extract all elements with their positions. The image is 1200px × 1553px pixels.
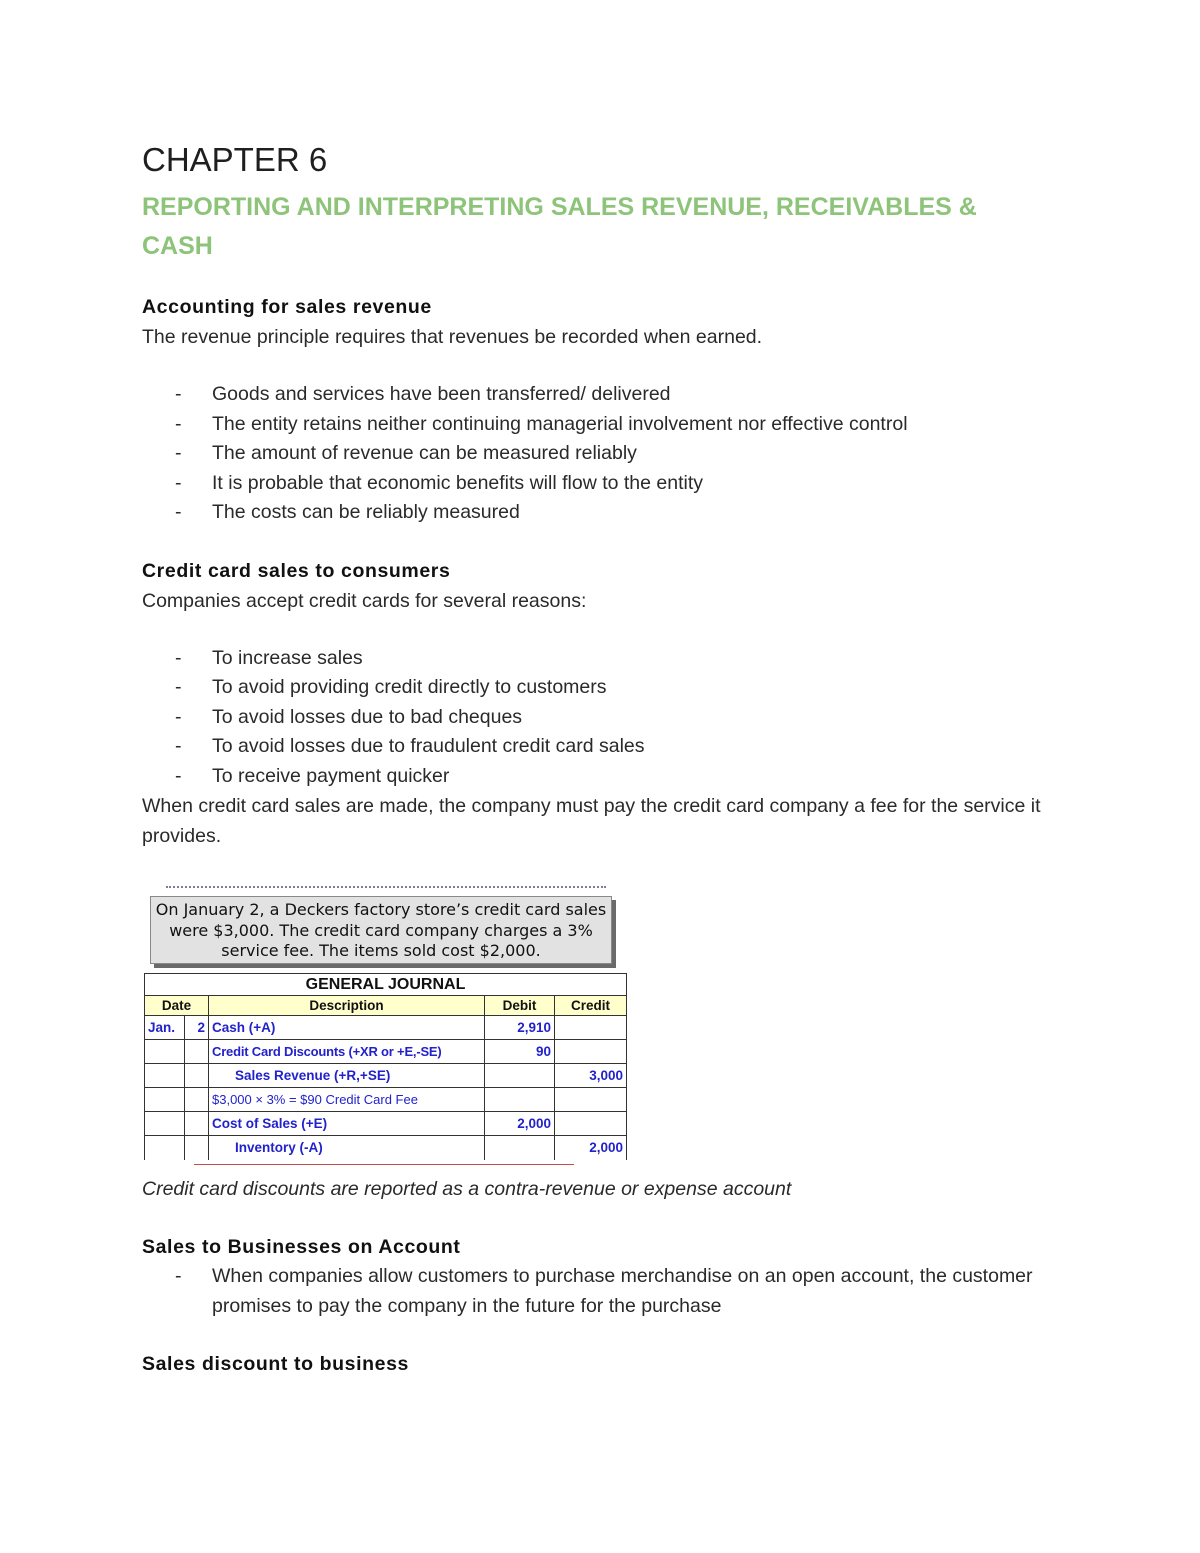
sales-revenue-intro: The revenue principle requires that revenues be recorded when earned. <box>142 326 763 348</box>
debit-cell: 90 <box>485 1040 555 1064</box>
chapter-title: CHAPTER 6 <box>142 141 328 178</box>
date-day <box>185 1136 209 1160</box>
date-month <box>145 1112 185 1136</box>
list-item: - Goods and services have been transferred/ delivered <box>175 383 671 405</box>
journal-figure <box>144 880 628 1168</box>
credit-cell <box>555 1088 627 1112</box>
date-month <box>145 1040 185 1064</box>
date-month <box>145 1136 185 1160</box>
list-item: - To receive payment quicker <box>175 764 450 787</box>
column-header-date: Date <box>145 996 209 1016</box>
list-item: - To avoid losses due to bad cheques <box>175 705 523 728</box>
date-month <box>145 1088 185 1112</box>
chapter-subtitle: REPORTING AND INTERPRETING SALES REVENUE, RECEIVABLES & CASH <box>142 193 977 260</box>
description-cell: Cost of Sales (+E) <box>209 1112 485 1136</box>
date-month <box>145 1064 185 1088</box>
credit-cell: 2,000 <box>555 1136 627 1160</box>
dotted-rule <box>166 886 606 888</box>
section-heading-businesses: Sales to Businesses on Account <box>142 1236 461 1258</box>
credit-cell <box>555 1112 627 1136</box>
description-cell: Credit Card Discounts (+XR or +E,-SE) <box>209 1040 485 1064</box>
list-item: - The entity retains neither continuing managerial involvement nor effective control <box>175 412 908 435</box>
date-day <box>185 1040 209 1064</box>
table-row <box>145 1016 627 1040</box>
list-item: - When companies allow customers to purchase merchandise on an open account, the customer promises to pay the company in the future for the purchase <box>175 1265 1033 1317</box>
description-cell: Sales Revenue (+R,+SE) <box>209 1064 485 1088</box>
table-row <box>145 1064 627 1088</box>
debit-cell <box>485 1088 555 1112</box>
revenue-criteria-list <box>142 380 1062 528</box>
list-item: - The costs can be reliably measured <box>175 501 520 523</box>
list-item: - To avoid providing credit directly to customers <box>175 676 607 698</box>
description-cell: $3,000 × 3% = $90 Credit Card Fee <box>209 1088 485 1112</box>
table-row <box>145 1136 627 1160</box>
debit-cell: 2,910 <box>485 1016 555 1040</box>
debit-cell: 2,000 <box>485 1112 555 1136</box>
example-line: were $3,000. The credit card company charges a 3% <box>169 920 593 940</box>
total-rule <box>194 1164 574 1165</box>
column-header-credit: Credit <box>555 996 627 1016</box>
journal-title: GENERAL JOURNAL <box>145 974 627 996</box>
example-line: service fee. The items sold cost $2,000. <box>221 941 541 960</box>
debit-cell <box>485 1064 555 1088</box>
table-row <box>145 1040 627 1064</box>
list-item: - To avoid losses due to fraudulent credit card sales <box>175 735 645 757</box>
date-month: Jan. <box>145 1016 185 1040</box>
example-line: On January 2, a Deckers factory store’s credit card sales <box>155 900 607 919</box>
date-day <box>185 1112 209 1136</box>
businesses-list <box>142 1262 1062 1321</box>
debit-cell <box>485 1136 555 1160</box>
credit-cell <box>555 1040 627 1064</box>
section-heading-sales-discount: Sales discount to business <box>142 1353 409 1375</box>
credit-cell <box>555 1016 627 1040</box>
description-cell: Cash (+A) <box>209 1016 485 1040</box>
document-page-continued <box>142 1174 1062 1379</box>
section-heading-credit-card: Credit card sales to consumers <box>142 559 451 582</box>
list-item: - It is probable that economic benefits will flow to the entity <box>175 471 704 494</box>
section-heading-sales-revenue: Accounting for sales revenue <box>142 296 432 318</box>
credit-card-intro: Companies accept credit cards for several reasons: <box>142 589 587 612</box>
description-cell: Inventory (-A) <box>209 1136 485 1160</box>
date-day <box>185 1064 209 1088</box>
table-row <box>145 1112 627 1136</box>
credit-card-reasons-list <box>142 644 1062 792</box>
table-row <box>145 1088 627 1112</box>
list-item: - To increase sales <box>175 646 363 669</box>
example-callout <box>150 896 612 964</box>
column-header-description: Description <box>209 996 485 1016</box>
column-header-debit: Debit <box>485 996 555 1016</box>
credit-card-fee-paragraph: When credit card sales are made, the company must pay the credit card company a fee for the service it provides. <box>142 795 1041 847</box>
date-day <box>185 1088 209 1112</box>
journal-caption: Credit card discounts are reported as a contra-revenue or expense account <box>142 1178 792 1200</box>
general-journal-table <box>144 973 627 1160</box>
date-day: 2 <box>185 1016 209 1040</box>
credit-cell: 3,000 <box>555 1064 627 1088</box>
list-item: - The amount of revenue can be measured reliably <box>175 442 637 464</box>
document-page <box>142 140 1062 851</box>
